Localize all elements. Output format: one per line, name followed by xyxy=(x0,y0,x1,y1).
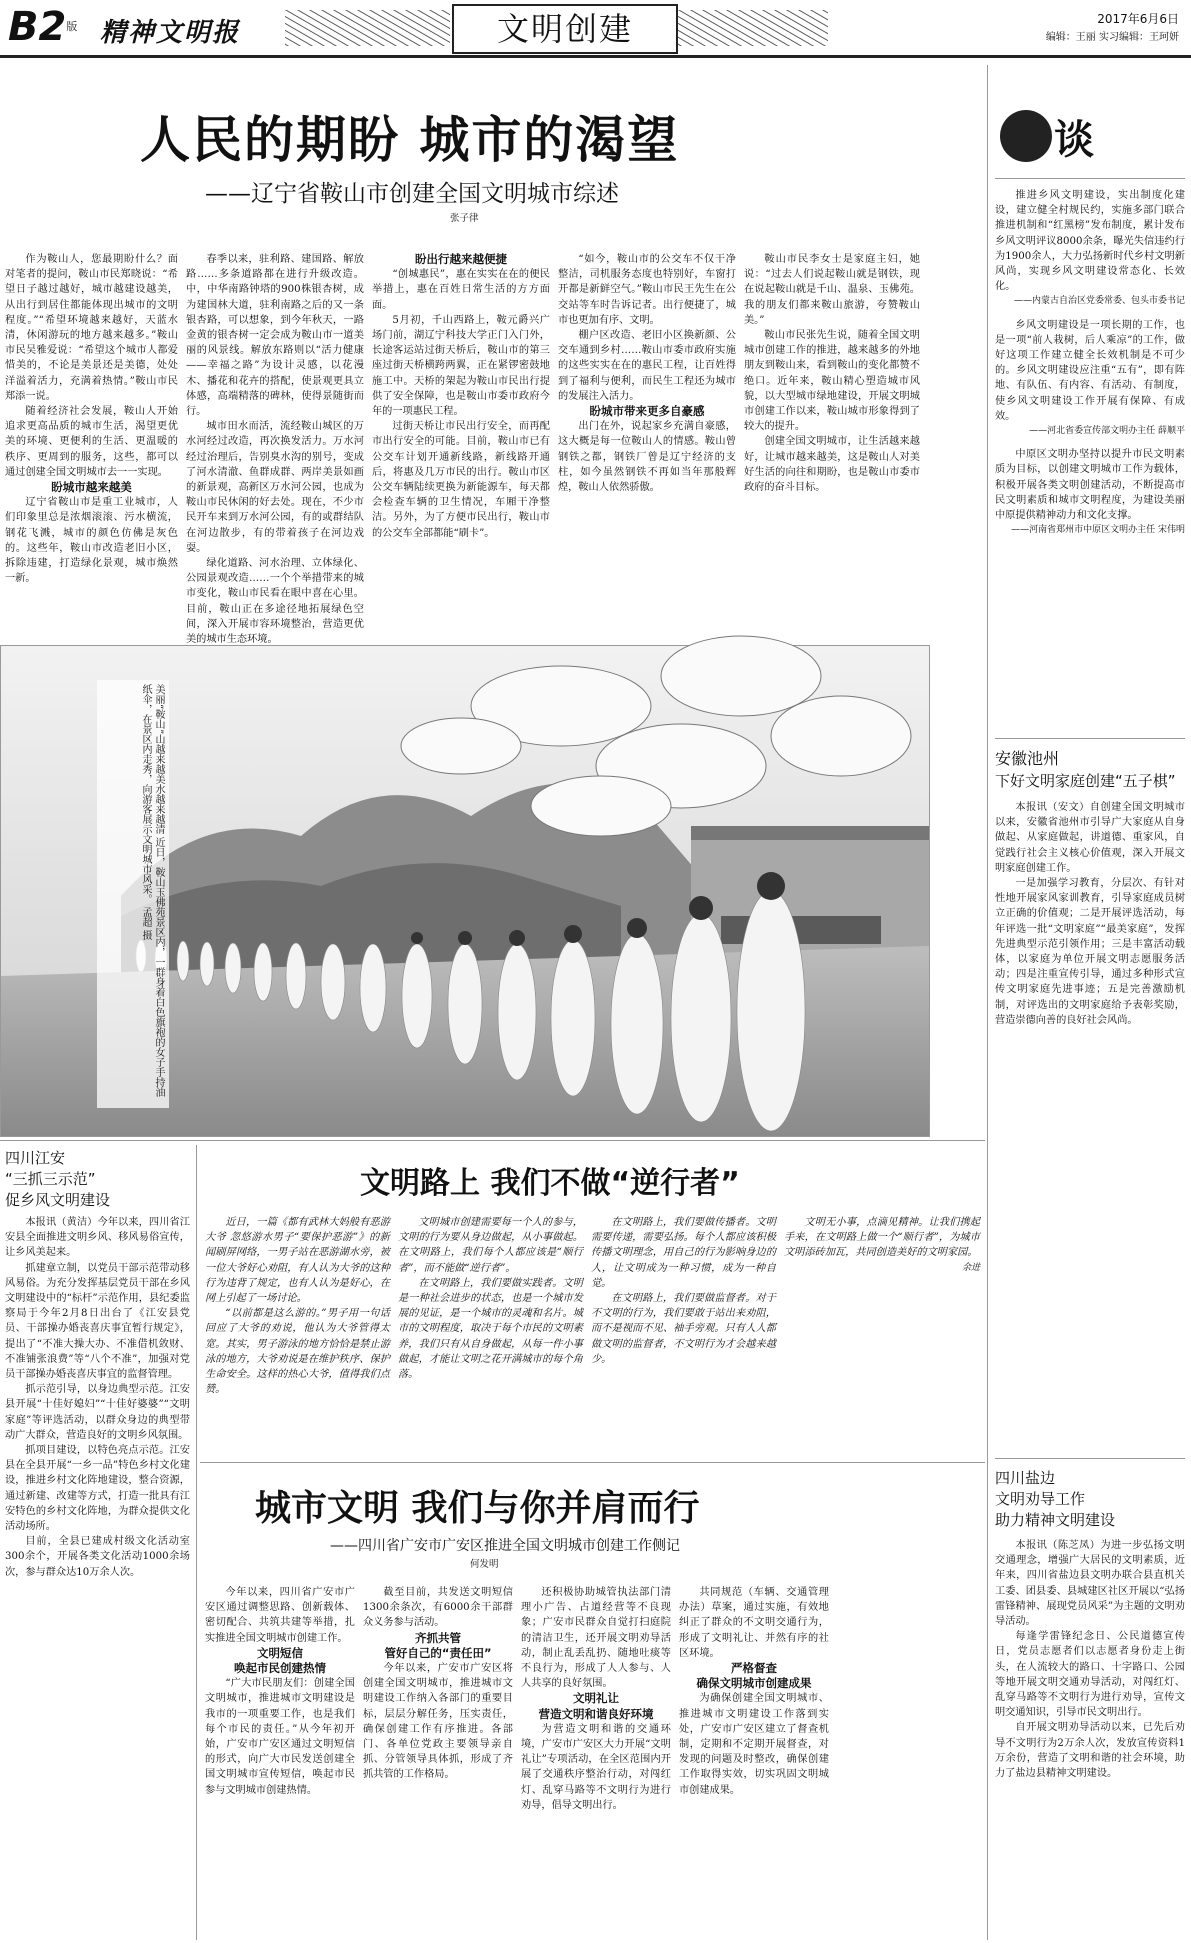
paragraph: 文明城市创建需要每一个人的参与，文明的行为要从身边做起，从小事做起。在文明路上，我们每个人都应该是“顺行者”，而不能做“逆行者”。 xyxy=(398,1217,583,1274)
chizhou-title-line2: 下好文明家庭创建“五子棋” xyxy=(995,772,1176,790)
paragraph: 乡风文明建设是一项长期的工作，也是一项“前人栽树，后人乘凉”的工作，做好这项工作建立健全长效机制是不可少的。乡风文明建设应注重“五有”，即有阵地、有队伍、有内容、有活动、有制度，使乡风文明建设工作开展有保障、有成效。 xyxy=(995,319,1185,422)
section-title: 文明创建 xyxy=(496,10,633,48)
lead-column-5 xyxy=(744,252,920,637)
bottom-top-rule xyxy=(200,1462,985,1463)
photo-caption: 美丽“鞍山”山越来越美水越来越清 近日，鞍山玉佛苑景区内，一群身着白色旗袍的女子手持油纸伞，在景区内走秀，向游客展示文明城市风采。 孟超 摄 xyxy=(97,680,169,1108)
paragraph: 绿化道路、河水治理、立体绿化、公园景观改造……一个个举措带来的城市变化，鞍山市民看在眼中喜在心里。目前，鞍山正在多途径地拓展绿色空间，深入开展市容环境整治，营造更优美的城市生态环境。 xyxy=(186,558,364,646)
yanbian-title xyxy=(995,1468,1185,1531)
paragraph: 本报讯（安文）自创建全国文明城市以来，安徽省池州市引导广大家庭从自身做起、从家庭做起，讲道德、重家风，自觉践行社会主义核心价值观，深入开展文明家庭创建工作。 xyxy=(995,802,1185,874)
issue-date: 2017年6月6日 xyxy=(1097,12,1179,26)
paragraph: 截至目前，共发送文明短信1300余条次，有6000余干部群众义务参与活动。 xyxy=(363,1587,513,1629)
bottom-subhead-4: 严格督查 确保文明城市创建成果 xyxy=(696,1661,812,1691)
paragraph: 自开展文明劝导活动以来，已先后劝导不文明行为2万余人次，发放宣传资料1万余份，营造了文明和谐的社会环境，助力了盐边县精神文明建设。 xyxy=(995,1722,1185,1780)
bottom-subtitle: ——四川省广安市广安区推进全国文明城市创建工作侧记 xyxy=(330,1538,680,1554)
bottom-subhead-3: 文明礼让 营造文明和谐良好环境 xyxy=(538,1691,654,1721)
badge-char: 谈 xyxy=(1054,117,1094,163)
commentary-column-1 xyxy=(205,1215,390,1455)
right-rule-3 xyxy=(995,1458,1185,1459)
lead-subtitle: ——辽宁省鞍山市创建全国文明城市综述 xyxy=(205,181,619,207)
hatch-band-left xyxy=(285,10,450,46)
paragraph: 抓示范引导，以身边典型示范。江安县开展“十佳好媳妇”“十佳好婆婆”“文明家庭”等评选活动，以群众身边的典型带动广大群众，营造良好的文明乡风氛围。 xyxy=(5,1384,190,1441)
paragraph: 城市田水而活，流经鞍山城区的万水河经过改造，再次换发活力。万水河经过治理后，告别臭水沟的别号，变成了河水清澈、鱼群成群、两岸美景如画的新景观，高新区万水河公园，也成为鞍山市民休闲的好去处。现在，不少市民开车来到万水河公园，有的或群结队在河边散步，有的带着孩子在河边戏耍。 xyxy=(186,421,364,554)
page-number xyxy=(8,4,77,50)
hatch-band-right xyxy=(678,10,828,46)
talk-badge xyxy=(1000,104,1094,168)
lead-column-4 xyxy=(558,252,736,637)
mid-top-rule xyxy=(0,1140,985,1141)
paragraph: 抓建章立制，以党员干部示范带动移风易俗。为充分发挥基层党员干部在乡风文明建设中的“标杆”示范作用，县纪委监察局于今年2月8日出台了《江安县党员、干部操办婚丧喜庆事宜暂行规定》，提出了“不准大操大办、不准借机敛财、不准铺张浪费”等“八个不准”，加强对党员干部操办婚丧喜庆事宜的监督管理。 xyxy=(5,1262,190,1381)
commentary-column-3 xyxy=(591,1215,776,1455)
paragraph: “如今，鞍山市的公交车不仅干净整洁，司机服务态度也特别好，车窗打开都是新鲜空气。”鞍山市民王先生在公交站等车时告诉记者。出行便捷了，城市也更加有序、文明。 xyxy=(558,254,736,326)
paragraph: 出门在外，说起家乡充满自豪感，这大概是每一位鞍山人的情感。鞍山曾钢铁之都，钢铁厂曾是辽宁经济的支柱，如今虽然钢铁不再如当年那般辉煌，鞍山人依然骄傲。 xyxy=(558,421,736,494)
right-top-rule xyxy=(995,178,1185,179)
paragraph: 在文明路上，我们要做实践者。文明是一种社会进步的状态，也是一个城市发展的见证，是一个城市的灵魂和名片。城市的文明程度，取决于每个市民的文明素养，我们只有从自身做起，从每一件小事做起，才能让文明之花开满城市的每个角落。 xyxy=(398,1277,583,1381)
lead-photo xyxy=(0,645,930,1137)
paragraph: 今年以来，四川省广安市广安区通过调整思路、创新载体、密切配合、共筑共建等举措，扎实推进全国文明城市创建工作。 xyxy=(205,1587,355,1644)
paragraph: 鞍山市民张先生说，随着全国文明城市创建工作的推进，越来越多的外地朋友到鞍山来，看到鞍山的变化都赞不绝口。近年来，鞍山精心塑造城市风貌，以大型城市绿地建设，开展文明城市创建工作以来，鞍山城市形象得到了较大的提升。 xyxy=(744,330,920,433)
paragraph: 春季以来，驻利路、建国路、解放路……多条道路都在进行升级改造。中，中华南路钟塔的900株银杏树，成为建国林大道，驻利南路之后的又一条银杏路，可以想象，到今年秋天，一路金黄的银杏树一定会成为鞍山市一道美丽的风景线。解放东路则以“活力健康——幸福之路”为设计灵感，以花漫木、播花和花卉的搭配，使景观更具立体感，高端精落的碑林，使得景随街而行。 xyxy=(186,254,364,418)
editors: 编辑：王丽 实习编辑：王珂妍 xyxy=(1045,32,1179,43)
mid-left-divider xyxy=(196,1145,197,1940)
lead-title: 人民的期盼 城市的渴望 xyxy=(140,111,680,169)
jiangan-title-line3: 促乡风文明建设 xyxy=(5,1191,111,1209)
paragraph: 推进乡风文明建设，实出制度化建设，建立健全村规民约，实施多部门联合推进机制和“红黑榜”发布制度，累计发布乡风文明评议8000余条，曝光失信违约行为1900余人，大力弘扬新时代乡村文明新风尚，实现乡风文明建设常态化、长效化。 xyxy=(995,190,1185,293)
paragraph: 辽宁省鞍山市是重工业城市，人们印象里总是浓烟滚滚、污水横流，钢花飞溅，城市的颜色仿佛是灰色的。这些年，鞍山市改造老旧小区，拆除违建，打造绿化景观，城市焕然一新。 xyxy=(5,497,178,585)
lead-column-3 xyxy=(372,252,550,637)
paragraph: “以前都是这么游的。”男子用一句话回应了大爷的劝说，他认为大爷管得太宽。其实，男子游泳的地方恰恰是禁止游泳的地方，大爷劝说是在维护秩序、保护生命安全。这样的热心大爷，值得我们点赞。 xyxy=(205,1308,390,1396)
paragraph: 目前，全县已建成村级文化活动室300余个，开展各类文化活动1000余场次，参与群众达10万余人次。 xyxy=(5,1536,190,1578)
commentary-byline: 余进 xyxy=(961,1262,980,1273)
signature: ——内蒙古自治区党委常委、包头市委书记 xyxy=(1013,296,1185,307)
paragraph: 每逢学雷锋纪念日、公民道德宣传日，党员志愿者们以志愿者身份走上街头，在人流较大的路口、十字路口、公园等地开展文明交通劝导活动，对闯红灯、乱穿马路等不文明行为进行劝导，宣传文明交通知识，引导市民文明出行。 xyxy=(995,1631,1185,1719)
paper-name: 精神文明报 xyxy=(100,18,241,48)
paragraph: 过街天桥让市民出行安全，而再配市出行安全的可能。目前，鞍山市已有公交车计划开通新线路，新线路开通后，将惠及几万市民的出行。鞍山市区公交车辆陆续更换为新能源车，每天都会检查车辆的卫生情况，车厢干净整洁。另外，为了方便市民出行，鞍山市的公交车全部都能“刷卡”。 xyxy=(372,421,550,539)
paragraph: 共同规范（车辆、交通管理办法）草案，通过实施，有效地纠正了群众的不文明交通行为，形成了文明礼让、并然有序的社区环境。 xyxy=(679,1587,829,1659)
chizhou-title-line1: 安徽池州 xyxy=(995,749,1060,768)
paragraph: 创建全国文明城市，让生活越来越好，让城市越来越美，这是鞍山人对美好生活的向往和期盼，也是鞍山市委市政府的奋斗目标。 xyxy=(744,436,920,494)
paragraph: 本报讯（黄洁）今年以来，四川省江安县全面推进文明乡风、移风易俗宣传，让乡风美起来。 xyxy=(5,1217,190,1259)
jiangan-title-line1: 四川江安 xyxy=(5,1149,66,1167)
lead-subhead-2: 盼出行越来越便捷 xyxy=(415,252,507,266)
right-column-divider xyxy=(987,65,988,1940)
lead-subhead-3: 盼城市带来更多自豪感 xyxy=(589,404,705,419)
chizhou-article xyxy=(995,800,1185,1450)
paragraph: 本报讯（陈芝凤）为进一步弘扬文明交通理念，增强广大居民的文明素质，近年来，四川省盐边县文明办联合县直机关工委、团县委、县城建区社区开展以“弘扬雷锋精神、展现党员风采”为主题的文明劝导活动。 xyxy=(995,1540,1185,1628)
bottom-column-4 xyxy=(679,1585,829,1937)
paragraph: 近日，一篇《都有武林大妈般有恶游大爷 忽悠游水男子“要保护恶游”》的新闻刷屏网络，一男子站在恶游湖水旁，被一位大爷好心劝阻，有人认为大爷的这种行为违背了规定，也有人认为是好心，在网上引起了一场讨论。 xyxy=(205,1217,390,1305)
paragraph: 一是加强学习教育，分层次、有针对性地开展家风家训教育，引导家庭成员树立正确的价值观；二是开展评选活动，每年评选一批“文明家庭”“最美家庭”，发挥先进典型示范引领作用；三是丰富活动载体，以家庭为单位开展文明志愿服务活动；四是注重宣传引导，通过多种形式宣传文明家庭先进事迹；五是完善激励机制，对评选出的文明家庭给予表彰奖励，营造崇德向善的良好社会风尚。 xyxy=(995,878,1185,1026)
lead-byline: 张子律 xyxy=(450,213,479,224)
paragraph: “广大市民朋友们：创建全国文明城市，推进城市文明建设是我市的一项重要工作，也是我们每个市民的责任。”从今年初开始，广安市广安区通过文明短信的形式，向广大市民发送创建全国文明城市宣传短信，唤起市民参与文明城市创建热情。 xyxy=(205,1678,355,1796)
yanbian-title-line3: 助力精神文明建设 xyxy=(995,1511,1116,1529)
bottom-column-1 xyxy=(205,1585,355,1937)
lead-column-2 xyxy=(186,252,364,646)
paragraph: 为营造文明和谐的交通环境，广安市广安区大力开展“文明礼让”专项活动，在全区范围内开展了交通秩序整治行动，对闯红灯、乱穿马路等不文明行为进行劝导，倡导文明出行。 xyxy=(521,1723,671,1811)
lead-subhead-1: 盼城市越来越美 xyxy=(51,480,132,495)
paragraph: 中原区文明办坚持以提升市民文明素质为目标，以创建文明城市工作为载体，积极开展各类文明创建活动，不断提高市民文明素质和城市文明程度，为建设美丽中原提供精神动力和文化支撑。 xyxy=(995,449,1185,522)
jiangan-title xyxy=(5,1148,190,1211)
commentary-column-2 xyxy=(398,1215,583,1455)
paragraph: 随着经济社会发展，鞍山人开始追求更高品质的城市生活，渴望更优美的环境、更便利的生活、更温暖的秩序、更周到的服务，这些，都可以通过创建全国文明城市去一一实现。 xyxy=(5,406,178,478)
paragraph: 鞍山市民李女士是家庭主妇，她说：“过去人们说起鞍山就是钢铁，现在说起鞍山就是千山、温泉、玉佛苑。我的朋友们都来鞍山旅游，夸赞鞍山美。” xyxy=(744,254,920,326)
signature: ——河北省委宣传部文明办主任 薛顺平 xyxy=(1029,426,1185,437)
jiangan-article xyxy=(5,1215,190,1937)
paragraph: 还积极协助城管执法部门清理小广告、占道经营等不良现象；广安市民群众自觉打扫庭院的清洁卫生，还开展文明劝导活动，制止乱丢乱扔、随地吐痰等不良行为，形成了人人参与、人人共享的良好氛围。 xyxy=(521,1587,671,1690)
masthead xyxy=(0,0,1191,60)
bottom-title: 城市文明 我们与你并肩而行 xyxy=(255,1488,700,1529)
bottom-subhead-1: 文明短信 唤起市民创建热情 xyxy=(234,1645,326,1676)
signature: ——河南省郑州市中原区文明办主任 宋伟明 xyxy=(1011,525,1185,536)
yanbian-title-line1: 四川盐边 xyxy=(995,1469,1056,1487)
masthead-rule xyxy=(0,55,1191,58)
bottom-column-2 xyxy=(363,1585,513,1937)
paragraph: 今年以来，广安市广安区将创建全国文明城市，推进城市文明建设工作纳入各部门的重要目标，层层分解任务，压实责任，确保创建工作有序推进。各部门、各单位党政主要领导亲自抓、分管领导具体抓，形成了齐抓共管的工作格局。 xyxy=(363,1663,513,1781)
right-column-opinion xyxy=(995,188,1185,733)
paragraph: 作为鞍山人，您最期盼什么？面对笔者的提问，鞍山市民郑晓说：“希望日子越过越好，城市越建设越美，从出行到居住都能体现出城市的文明程度。”“希望环境越来越好，天蓝水清，休闲游玩的地方越来越多。”鞍山市民吴雅爱说：“希望这个城市人都爱惜美的，不论是美景还是美德，处处洋溢着活力，充满着热情。”鞍山市民郑添一说。 xyxy=(5,254,178,402)
paragraph: 在文明路上，我们要做传播者。文明需要传递，需要弘扬。每个人都应该积极传播文明理念，用自己的行为影响身边的人，让文明成为一种习惯，成为一种自觉。 xyxy=(591,1217,776,1289)
yanbian-title-line2: 文明劝导工作 xyxy=(995,1490,1086,1508)
bottom-column-3 xyxy=(521,1585,671,1937)
paragraph: 棚户区改造、老旧小区换新颜、公交车通到乡村……鞍山市委市政府实施的这些实实在在的惠民工程，让百姓得到了福利与便利，而民生工程还为城市的发展注入活力。 xyxy=(558,330,736,402)
paragraph: 5月初，千山西路上，鞍元爵兴广场门前，湖辽宁科技大学正门入门外，长途客运站过街天桥后，鞍山市的第三座过街天桥横跨两翼，正在紧锣密鼓地施工中。天桥的架起为鞍山市民出行提供了安全保障，也是鞍山市委市政府今年的一项惠民工程。 xyxy=(372,314,550,418)
section-box xyxy=(452,4,678,54)
paragraph: 抓项目建设，以特色亮点示范。江安县在全县开展“一乡一品”特色乡村文化建设，推进乡村文化阵地建设，整合资源，通过新建、改建等方式，打造一批具有江安特色的乡村文化阵地，为群众提供文化活动场所。 xyxy=(5,1445,190,1533)
chizhou-title xyxy=(995,748,1185,792)
paragraph: “创城惠民”，惠在实实在在的便民举措上，惠在百姓日常生活的方方面面。 xyxy=(372,269,550,311)
lead-column-1 xyxy=(5,252,178,637)
jiangan-title-line2: “三抓三示范” xyxy=(5,1170,96,1188)
commentary-column-4 xyxy=(784,1215,980,1455)
yanbian-article xyxy=(995,1538,1185,1938)
commentary-title: 文明路上 我们不做“逆行者” xyxy=(360,1166,740,1201)
page-number-value: B2 xyxy=(8,4,67,50)
paragraph: 在文明路上，我们要做监督者。对于不文明的行为，我们要敢于站出来劝阻，而不是视而不见、袖手旁观。只有人人都做文明的监督者，不文明行为才会越来越少。 xyxy=(591,1293,776,1365)
bottom-subhead-2: 齐抓共管 管好自己的“责任田” xyxy=(384,1630,492,1660)
paragraph: 文明无小事，点滴见精神。让我们携起手来，在文明路上做一个“顺行者”，为城市文明添砖加瓦，共同创造美好的文明家园。 xyxy=(784,1217,980,1259)
paragraph: 为确保创建全国文明城市、推进城市文明建设工作落到实处，广安市广安区建立了督查机制，定期和不定期开展督查，对发现的问题及时整改，确保创建工作取得实效，切实巩固文明城市创建成果。 xyxy=(679,1693,829,1796)
badge-circle xyxy=(1000,110,1052,162)
bottom-byline: 何发明 xyxy=(470,1559,499,1570)
page-suffix: 版 xyxy=(66,20,78,33)
right-rule-2 xyxy=(995,738,1185,739)
